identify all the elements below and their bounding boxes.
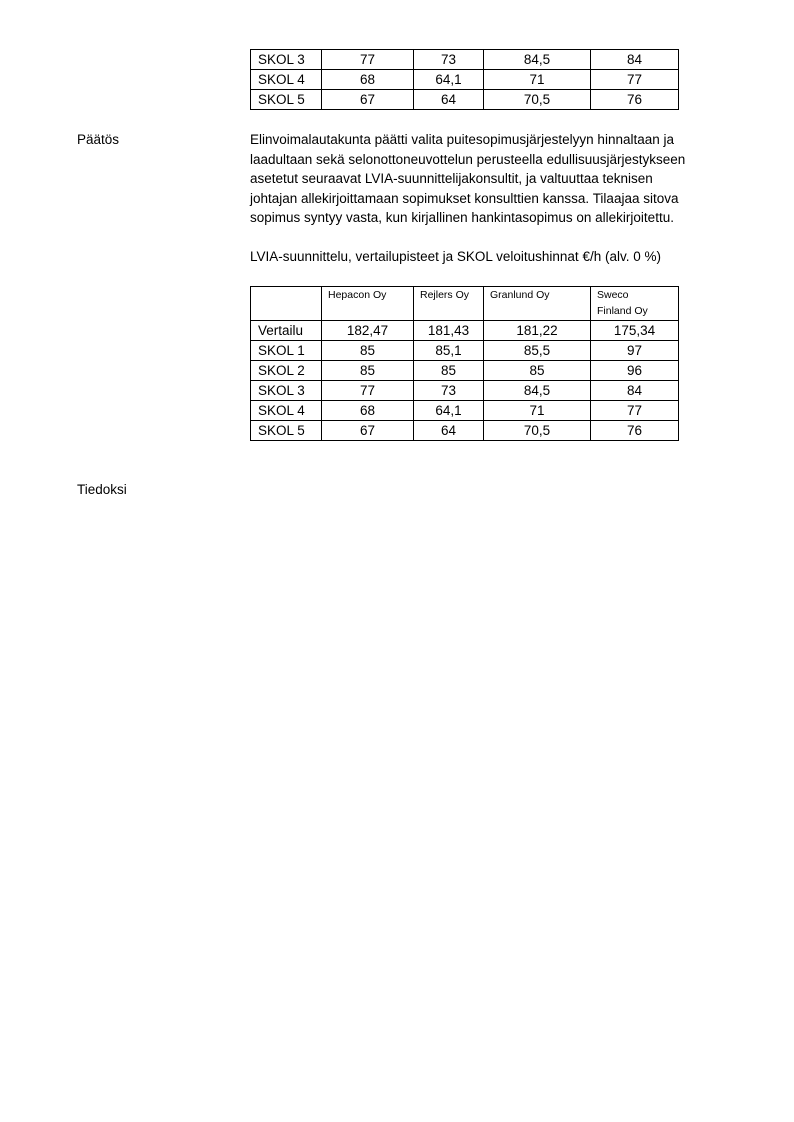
table-cell: 70,5	[484, 421, 591, 441]
table-cell: 182,47	[322, 321, 414, 341]
table-cell: 64,1	[414, 70, 484, 90]
row-label: SKOL 1	[251, 341, 322, 361]
table-cell: 85	[484, 361, 591, 381]
table-caption: LVIA-suunnittelu, vertailupisteet ja SKOL veloitushinnat €/h (alv. 0 %)	[250, 249, 661, 264]
decision-text	[250, 130, 735, 228]
table-cell: 64	[414, 421, 484, 441]
table-cell: 67	[322, 90, 414, 110]
table-row	[251, 341, 679, 361]
table-cell: 77	[322, 50, 414, 70]
table-cell: 85,1	[414, 341, 484, 361]
table-cell: 68	[322, 401, 414, 421]
table-cell: 84,5	[484, 50, 591, 70]
table-cell: 85,5	[484, 341, 591, 361]
info-label: Tiedoksi	[77, 482, 127, 497]
table-cell: 77	[322, 381, 414, 401]
row-label: SKOL 5	[251, 90, 322, 110]
table-cell: 181,43	[414, 321, 484, 341]
table-cell: 77	[591, 70, 679, 90]
table-row	[251, 90, 679, 110]
table-cell: 96	[591, 361, 679, 381]
row-label: SKOL 2	[251, 361, 322, 381]
table-row	[251, 421, 679, 441]
decision-line: asetetut seuraavat LVIA-suunnittelijakonsultit, ja valtuuttaa teknisen	[250, 171, 653, 187]
row-label: SKOL 3	[251, 381, 322, 401]
header-cell: Hepacon Oy	[322, 287, 414, 321]
decision-line: laadultaan sekä selonottoneuvottelun perusteella edullisuusjärjestykseen	[250, 151, 686, 167]
main-table	[250, 286, 679, 441]
top-table	[250, 49, 679, 110]
table-cell: 71	[484, 401, 591, 421]
decision-line: sopimus syntyy vasta, kun kirjallinen hankintasopimus on allekirjoitettu.	[250, 210, 674, 226]
header-cell	[251, 287, 322, 321]
header-cell: Granlund Oy	[484, 287, 591, 321]
table-row	[251, 321, 679, 341]
table-cell: 71	[484, 70, 591, 90]
row-label: SKOL 4	[251, 70, 322, 90]
table-cell: 175,34	[591, 321, 679, 341]
table-cell: 73	[414, 381, 484, 401]
table-cell: 181,22	[484, 321, 591, 341]
table-row	[251, 50, 679, 70]
table-row	[251, 401, 679, 421]
table-cell: 84	[591, 381, 679, 401]
decision-line: johtajan allekirjoittamaan sopimukset konsulttien kanssa. Tilaajaa sitova	[250, 190, 679, 206]
table-row	[251, 70, 679, 90]
table-cell: 84	[591, 50, 679, 70]
table-cell: 76	[591, 90, 679, 110]
table-row	[251, 361, 679, 381]
table-cell: 77	[591, 401, 679, 421]
table-cell: 85	[322, 341, 414, 361]
table-cell: 97	[591, 341, 679, 361]
table-cell: 85	[322, 361, 414, 381]
header-cell: Rejlers Oy	[414, 287, 484, 321]
header-cell: Sweco Finland Oy	[591, 287, 679, 321]
table-row	[251, 381, 679, 401]
table-cell: 76	[591, 421, 679, 441]
row-label: SKOL 5	[251, 421, 322, 441]
row-label: Vertailu	[251, 321, 322, 341]
table-cell: 67	[322, 421, 414, 441]
table-cell: 64,1	[414, 401, 484, 421]
decision-label: Päätös	[77, 132, 120, 147]
decision-line: Elinvoimalautakunta päätti valita puitesopimusjärjestelyyn hinnaltaan ja	[250, 132, 674, 147]
row-label: SKOL 4	[251, 401, 322, 421]
table-cell: 73	[414, 50, 484, 70]
table-cell: 85	[414, 361, 484, 381]
table-cell: 68	[322, 70, 414, 90]
row-label: SKOL 3	[251, 50, 322, 70]
table-cell: 84,5	[484, 381, 591, 401]
table-cell: 64	[414, 90, 484, 110]
table-header-row	[251, 287, 679, 321]
table-cell: 70,5	[484, 90, 591, 110]
